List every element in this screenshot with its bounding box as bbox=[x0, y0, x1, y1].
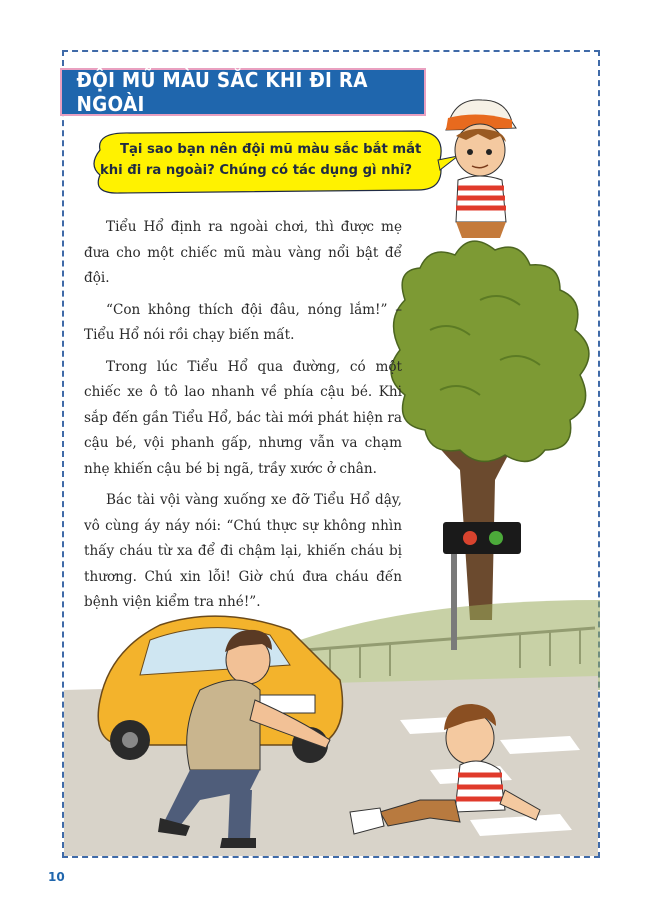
story-paragraph: Tiểu Hổ định ra ngoài chơi, thì được mẹ đưa cho một chiếc mũ màu vàng nổi bật để đội. bbox=[84, 219, 402, 286]
story-paragraph: Bác tài vội vàng xuống xe đỡ Tiểu Hổ dậy, vô cùng áy náy nói: “Chú thực sự không nhìn thấy cháu từ xa để đi chậm lại, khiến cháu bị thương. Chú xin lỗi! Giờ chú đưa cháu đến bệnh viện kiểm tra nhé!”. bbox=[84, 492, 402, 610]
story-paragraph: “Con không thích đội đâu, nóng lắm!” – Tiểu Hổ nói rồi chạy biến mất. bbox=[84, 301, 402, 343]
title-banner bbox=[62, 70, 424, 114]
tree-icon bbox=[391, 241, 589, 620]
question-line-2: khi đi ra ngoài? Chúng có tác dụng gì nhỉ? bbox=[100, 163, 413, 178]
story-paragraph: Trong lúc Tiểu Hổ qua đường, có một chiếc xe ô tô lao nhanh về phía cậu bé. Khi sắp đến gần Tiểu Hổ, bác tài mới phát hiện ra cậu bé, vội phanh gấp, nhưng vẫn va chạm nhẹ khiến cậu bé bị ngã, trầy xước ở chân. bbox=[84, 358, 402, 477]
page-number: 10 bbox=[48, 870, 65, 884]
page-title: ĐỘI MŨ MÀU SẮC KHI ĐI RA NGOÀI bbox=[76, 68, 368, 116]
question-line-1: Tại sao bạn nên đội mũ màu sắc bắt mắt bbox=[120, 142, 422, 157]
story-text bbox=[84, 215, 402, 622]
boy-cap-icon bbox=[446, 100, 516, 238]
question-bubble bbox=[100, 139, 435, 181]
